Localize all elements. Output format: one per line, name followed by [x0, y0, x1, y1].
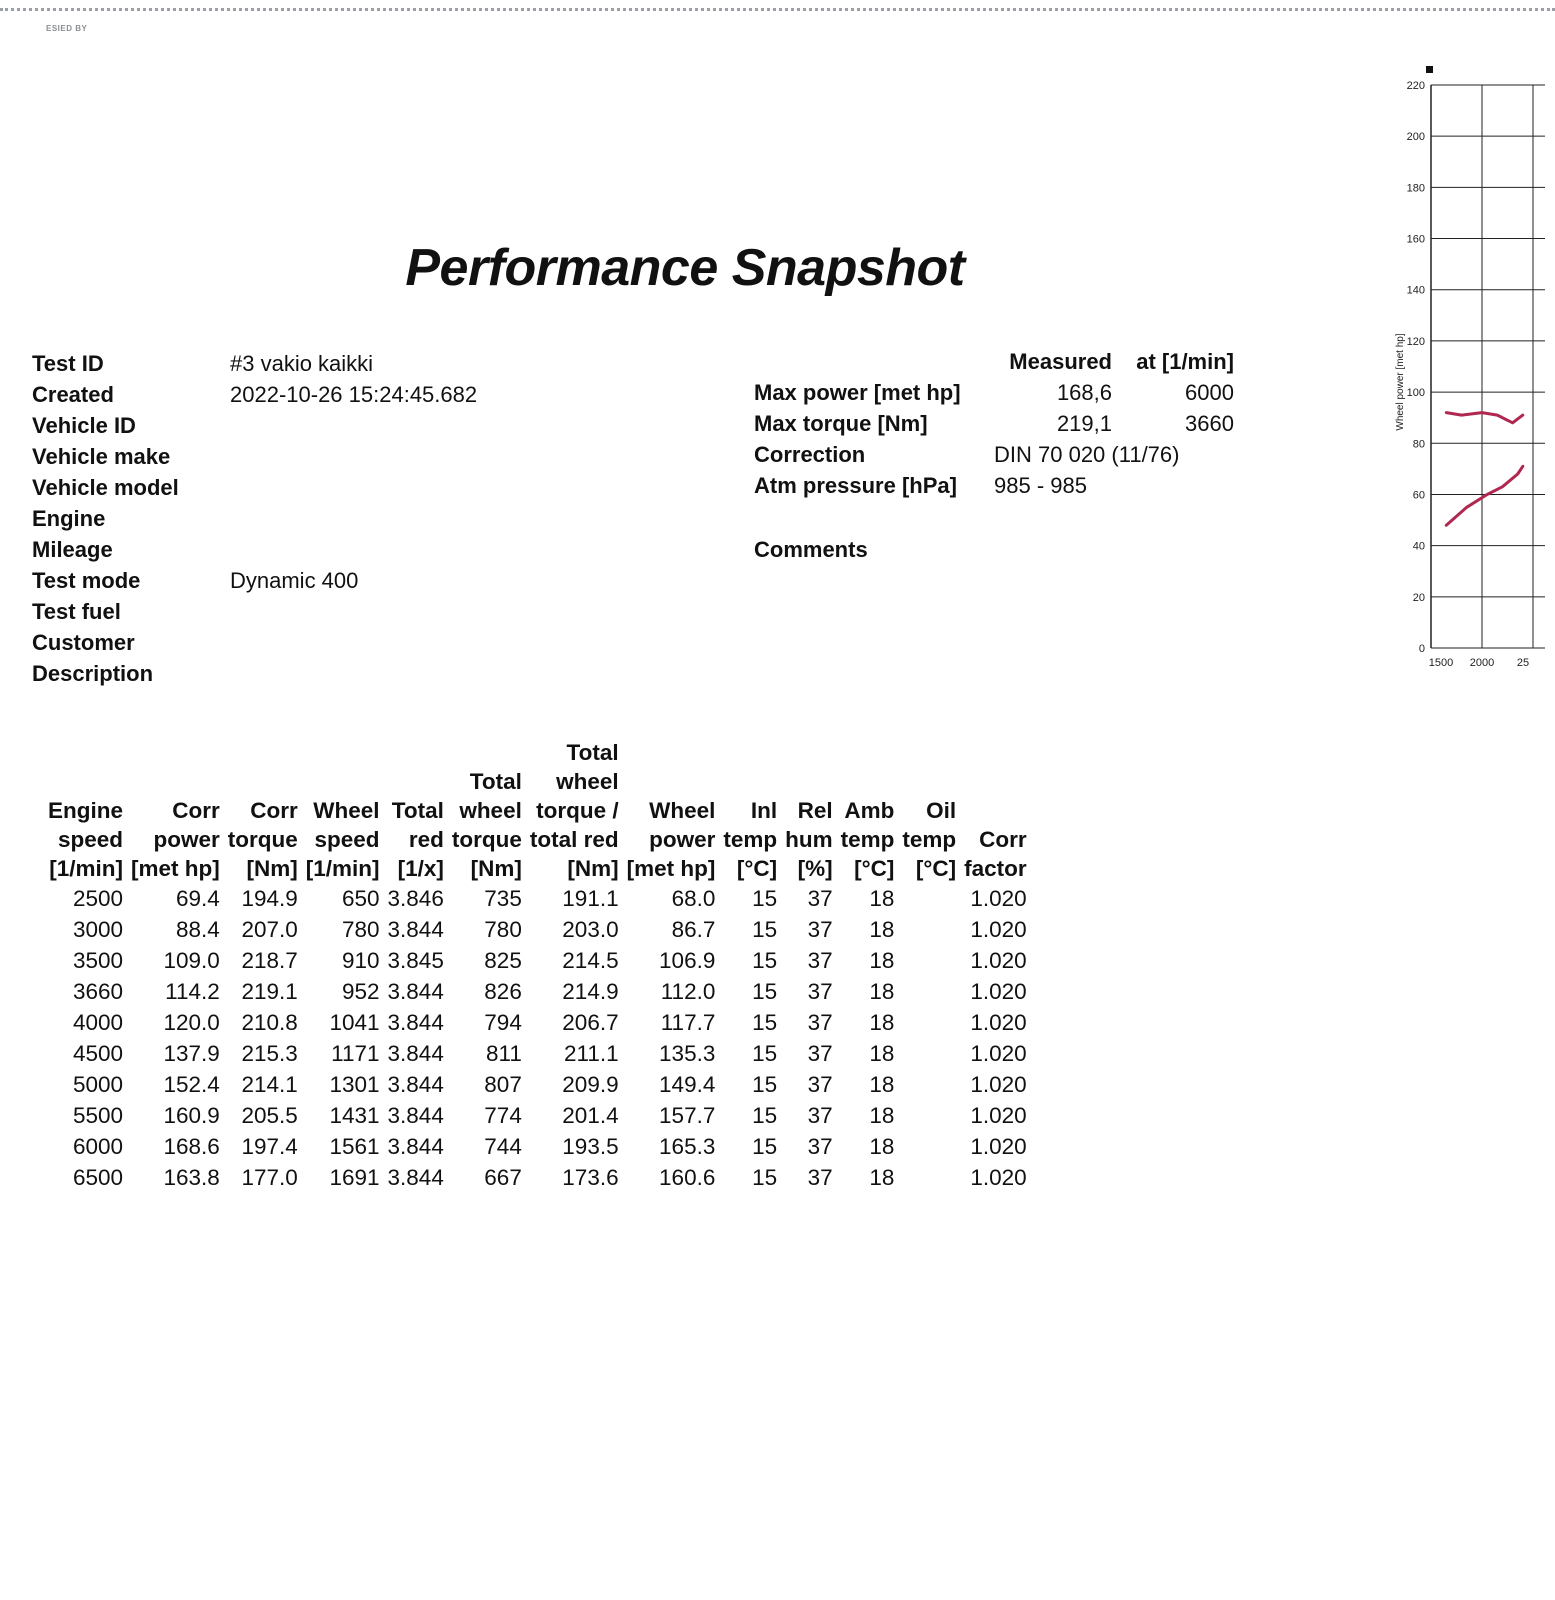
- test-info-row: [32, 627, 477, 658]
- column-header-line: hum: [785, 827, 833, 852]
- table-row: [44, 883, 1031, 914]
- max-torque-row: [754, 408, 1234, 439]
- table-cell: 163.8: [163, 1164, 220, 1190]
- test-info-row: [32, 565, 477, 596]
- table-row: [44, 945, 1031, 976]
- table-cell: 910: [341, 947, 380, 973]
- table-cell: 1171: [331, 1040, 380, 1066]
- test-info-label: Engine: [32, 505, 106, 531]
- column-header-line: total red: [529, 827, 619, 852]
- table-cell: 1.020: [970, 1009, 1027, 1035]
- column-header-line: [met hp]: [131, 856, 220, 881]
- table-cell: 3500: [72, 947, 124, 973]
- table-cell: 149.4: [659, 1071, 716, 1097]
- table-cell: 18: [869, 947, 895, 973]
- table-cell: 5000: [72, 1071, 124, 1097]
- wheel-power-chart: [1385, 60, 1545, 680]
- max-power-label: Max power [met hp]: [754, 379, 961, 405]
- column-header-line: temp: [723, 827, 778, 852]
- column-header: [384, 738, 448, 883]
- table-row: [44, 1162, 1031, 1193]
- column-header-line: power: [649, 827, 716, 852]
- table-cell: 1.020: [970, 1071, 1027, 1097]
- table-cell: 137.9: [163, 1040, 220, 1066]
- table-cell: 3.844: [387, 1102, 444, 1128]
- column-header-line: torque /: [536, 798, 619, 823]
- table-cell: [898, 1131, 960, 1162]
- column-header: [224, 738, 302, 883]
- table-cell: 88.4: [175, 916, 220, 942]
- table-row: [44, 976, 1031, 1007]
- table-cell: 826: [484, 978, 522, 1004]
- table-cell: 4500: [72, 1040, 124, 1066]
- table-cell: 106.9: [659, 947, 716, 973]
- chart-y-ticks: [1407, 80, 1425, 655]
- atm-pressure-label: Atm pressure [hPa]: [754, 472, 957, 498]
- table-cell: 780: [341, 916, 380, 942]
- page-title: Performance Snapshot: [405, 239, 965, 297]
- table-cell: 18: [869, 885, 895, 911]
- column-header: [44, 738, 127, 883]
- table-cell: 86.7: [671, 916, 716, 942]
- table-cell: 15: [752, 916, 778, 942]
- table-cell: 210.8: [241, 1009, 298, 1035]
- table-cell: 744: [484, 1133, 522, 1159]
- table-cell: 825: [484, 947, 522, 973]
- table-cell: 1.020: [970, 1133, 1027, 1159]
- table-cell: 214.1: [241, 1071, 298, 1097]
- column-header-line: Rel: [797, 798, 833, 823]
- table-cell: 214.5: [562, 947, 619, 973]
- table-cell: 135.3: [659, 1040, 716, 1066]
- table-cell: 3.844: [387, 1040, 444, 1066]
- column-header-line: [Nm]: [567, 856, 619, 881]
- chart-y-tick-label: 0: [1418, 643, 1425, 655]
- column-header-line: [%]: [797, 856, 833, 881]
- table-cell: 109.0: [163, 947, 220, 973]
- table-cell: 15: [752, 1009, 778, 1035]
- table-cell: [898, 1100, 960, 1131]
- table-cell: 735: [484, 885, 522, 911]
- table-cell: 15: [752, 1071, 778, 1097]
- table-cell: 18: [869, 1164, 895, 1190]
- table-cell: 37: [807, 978, 833, 1004]
- column-header-line: [1/x]: [397, 856, 444, 881]
- table-cell: 3.844: [387, 1009, 444, 1035]
- column-header: [302, 738, 384, 883]
- column-header-line: [met hp]: [626, 856, 716, 881]
- column-header-line: Total: [391, 798, 444, 823]
- table-cell: 18: [869, 1009, 895, 1035]
- column-header-line: Amb: [844, 798, 895, 823]
- column-header-line: [Nm]: [470, 856, 522, 881]
- table-cell: 650: [341, 885, 380, 911]
- table-cell: [898, 945, 960, 976]
- column-header-line: [1/min]: [305, 856, 380, 881]
- table-cell: 203.0: [562, 916, 619, 942]
- table-cell: 206.7: [562, 1009, 619, 1035]
- table-cell: 18: [869, 1133, 895, 1159]
- column-header-line: [°C]: [915, 856, 957, 881]
- column-header-line: speed: [57, 827, 124, 852]
- test-info-row: [32, 658, 477, 689]
- test-info-label: Vehicle model: [32, 474, 179, 500]
- test-info-row: [32, 534, 477, 565]
- table-cell: 15: [752, 978, 778, 1004]
- table-cell: 193.5: [562, 1133, 619, 1159]
- table-cell: 3.845: [387, 947, 444, 973]
- column-header-line: power: [153, 827, 220, 852]
- table-cell: 152.4: [163, 1071, 220, 1097]
- table-cell: 112.0: [660, 978, 716, 1004]
- atm-pressure-value: 985 - 985: [994, 472, 1087, 498]
- chart-series: [1446, 413, 1523, 526]
- table-cell: 37: [807, 885, 833, 911]
- chart-marker: [1426, 66, 1433, 73]
- table-cell: 120.0: [163, 1009, 220, 1035]
- table-cell: 667: [484, 1164, 522, 1190]
- test-info-row: [32, 410, 477, 441]
- chart-y-tick-label: 220: [1406, 80, 1425, 92]
- table-cell: 1.020: [970, 978, 1027, 1004]
- column-header-line: [1/min]: [49, 856, 124, 881]
- table-cell: 18: [869, 1102, 895, 1128]
- table-cell: 211.1: [563, 1040, 619, 1066]
- column-header: [448, 738, 526, 883]
- table-row: [44, 1038, 1031, 1069]
- column-header-line: Corr: [250, 798, 298, 823]
- column-header-line: Engine: [48, 798, 124, 823]
- table-cell: 15: [752, 1102, 778, 1128]
- test-info-label: Vehicle make: [32, 443, 171, 469]
- max-torque-rpm: 3660: [1185, 410, 1234, 436]
- table-cell: 18: [869, 916, 895, 942]
- table-cell: 774: [484, 1102, 522, 1128]
- table-cell: 2500: [72, 885, 124, 911]
- chart-x-tick-label: 2000: [1469, 657, 1495, 669]
- column-header: [526, 738, 623, 883]
- table-cell: [898, 914, 960, 945]
- chart-y-tick-label: 140: [1406, 284, 1425, 297]
- table-cell: 4000: [72, 1009, 124, 1035]
- table-cell: 952: [341, 978, 380, 1004]
- chart-y-tick-label: 20: [1412, 591, 1425, 604]
- table-row: [44, 1007, 1031, 1038]
- chart-y-tick-label: 80: [1412, 438, 1425, 451]
- test-info-label: Test fuel: [32, 598, 121, 624]
- table-cell: 1.020: [970, 947, 1027, 973]
- test-info-row: [32, 348, 477, 379]
- table-cell: 3660: [72, 978, 124, 1004]
- column-header-line: Oil: [926, 798, 957, 823]
- table-cell: 157.7: [659, 1102, 716, 1128]
- atm-pressure-row: [754, 470, 1234, 501]
- table-cell: 3.844: [387, 1164, 444, 1190]
- correction-row: [754, 439, 1234, 470]
- table-cell: 18: [869, 978, 895, 1004]
- table-cell: 1301: [329, 1071, 380, 1097]
- test-info-label: Mileage: [32, 536, 113, 562]
- correction-label: Correction: [754, 441, 866, 467]
- test-info-label: Test mode: [32, 567, 141, 593]
- table-cell: 207.0: [241, 916, 298, 942]
- table-cell: 37: [807, 1040, 833, 1066]
- table-cell: [898, 883, 960, 914]
- results-table: [44, 738, 1031, 1193]
- column-header-line: temp: [902, 827, 957, 852]
- table-cell: 37: [807, 1009, 833, 1035]
- table-cell: 1.020: [970, 916, 1027, 942]
- table-cell: 168.6: [163, 1133, 220, 1159]
- measured-header-row: [754, 346, 1234, 377]
- column-header: [960, 738, 1031, 883]
- table-cell: [898, 1162, 960, 1193]
- table-cell: 1.020: [970, 885, 1027, 911]
- table-cell: 3000: [72, 916, 124, 942]
- test-info-value: 2022-10-26 15:24:45.682: [230, 381, 478, 407]
- table-cell: 6500: [72, 1164, 124, 1190]
- chart-y-tick-label: 180: [1406, 182, 1425, 195]
- test-info-label: Description: [32, 660, 154, 686]
- chart-x-ticks: [1429, 657, 1529, 669]
- chart-x-tick-label: 25: [1516, 657, 1530, 669]
- chart-y-axis-label: Wheel power [met hp]: [1395, 333, 1406, 431]
- table-cell: 37: [807, 947, 833, 973]
- test-info-row: [32, 379, 477, 410]
- table-cell: 114.2: [165, 978, 220, 1004]
- table-cell: 15: [752, 885, 778, 911]
- table-cell: [898, 1038, 960, 1069]
- max-torque-value: 219,1: [1056, 410, 1112, 436]
- max-power-rpm: 6000: [1185, 379, 1234, 405]
- column-header-line: [°C]: [736, 856, 778, 881]
- table-cell: 1.020: [970, 1102, 1027, 1128]
- max-power-value: 168,6: [1056, 379, 1112, 405]
- test-info-label: Test ID: [32, 350, 104, 376]
- column-header-line: Inl: [750, 798, 778, 823]
- paper-perforation: [0, 8, 1555, 11]
- table-cell: [898, 976, 960, 1007]
- table-cell: 18: [869, 1040, 895, 1066]
- test-info-row: [32, 596, 477, 627]
- measured-block: [754, 346, 1234, 501]
- table-cell: 205.5: [241, 1102, 298, 1128]
- column-header: [719, 738, 781, 883]
- table-cell: 15: [752, 1164, 778, 1190]
- chart-y-tick-label: 60: [1412, 489, 1425, 502]
- column-header-line: Corr: [172, 798, 220, 823]
- table-cell: 37: [807, 916, 833, 942]
- table-cell: 15: [752, 1133, 778, 1159]
- table-cell: 37: [807, 1071, 833, 1097]
- table-cell: [898, 1069, 960, 1100]
- table-cell: 197.4: [241, 1133, 298, 1159]
- column-header: [127, 738, 224, 883]
- test-info-value: #3 vakio kaikki: [230, 350, 374, 376]
- table-cell: 37: [807, 1102, 833, 1128]
- table-cell: 160.6: [659, 1164, 716, 1190]
- chart-grid: [1431, 85, 1545, 648]
- table-cell: 1691: [329, 1164, 380, 1190]
- column-header-line: torque: [451, 827, 522, 852]
- column-header: [623, 738, 720, 883]
- table-row: [44, 914, 1031, 945]
- table-cell: 1.020: [970, 1164, 1027, 1190]
- table-cell: 15: [752, 1040, 778, 1066]
- column-header-line: Corr: [979, 827, 1027, 852]
- column-header-line: Wheel: [649, 798, 716, 823]
- table-cell: 37: [807, 1133, 833, 1159]
- column-header: [898, 738, 960, 883]
- table-cell: 209.9: [562, 1071, 619, 1097]
- chart-y-tick-label: 160: [1406, 233, 1425, 246]
- table-cell: 3.844: [387, 1133, 444, 1159]
- table-cell: 201.4: [562, 1102, 619, 1128]
- table-cell: 5500: [72, 1102, 124, 1128]
- table-cell: 3.844: [387, 916, 444, 942]
- table-cell: 807: [484, 1071, 522, 1097]
- column-header-line: [Nm]: [246, 856, 298, 881]
- column-header-line: torque: [227, 827, 298, 852]
- table-cell: 794: [484, 1009, 522, 1035]
- table-cell: 191.1: [562, 885, 619, 911]
- table-cell: 177.0: [241, 1164, 298, 1190]
- column-header-line: Wheel: [313, 798, 380, 823]
- comments-label: Comments: [754, 537, 868, 562]
- column-header-line: Total: [469, 769, 522, 794]
- table-cell: 69.4: [175, 885, 220, 911]
- test-info-label: Created: [32, 381, 114, 407]
- table-cell: 165.3: [659, 1133, 716, 1159]
- table-cell: 3.846: [387, 885, 444, 911]
- table-cell: 15: [752, 947, 778, 973]
- test-info-label: Vehicle ID: [32, 412, 136, 438]
- table-cell: 214.9: [562, 978, 619, 1004]
- test-info-row: [32, 472, 477, 503]
- table-cell: 194.9: [241, 885, 298, 911]
- correction-value: DIN 70 020 (11/76): [994, 441, 1180, 467]
- table-cell: 1041: [329, 1009, 380, 1035]
- table-cell: 6000: [72, 1133, 124, 1159]
- table-cell: 811: [485, 1040, 522, 1066]
- table-row: [44, 1131, 1031, 1162]
- column-header-line: wheel: [459, 798, 522, 823]
- table-cell: 173.6: [562, 1164, 619, 1190]
- column-header-line: factor: [964, 856, 1027, 881]
- test-info-value: Dynamic 400: [230, 567, 359, 593]
- chart-x-tick-label: 1500: [1428, 657, 1454, 669]
- at-rpm-column-header: at [1/min]: [1136, 348, 1234, 374]
- chart-y-tick-label: 100: [1406, 387, 1425, 400]
- chart-series-line: [1446, 413, 1523, 423]
- table-cell: 218.7: [241, 947, 298, 973]
- max-power-row: [754, 377, 1234, 408]
- table-row: [44, 1100, 1031, 1131]
- chart-y-tick-label: 200: [1406, 131, 1425, 144]
- table-cell: 219.1: [241, 978, 298, 1004]
- column-header-line: [°C]: [854, 856, 895, 881]
- column-header: [837, 738, 899, 883]
- table-cell: 215.3: [241, 1040, 298, 1066]
- table-cell: 1561: [329, 1133, 380, 1159]
- column-header-line: speed: [314, 827, 380, 852]
- max-torque-label: Max torque [Nm]: [754, 410, 928, 436]
- test-info-block: [32, 348, 477, 689]
- test-info-row: [32, 503, 477, 534]
- table-header-row: [44, 738, 1031, 883]
- table-cell: 18: [869, 1071, 895, 1097]
- table-cell: 1.020: [970, 1040, 1027, 1066]
- chart-series-line: [1446, 466, 1523, 525]
- table-cell: 780: [484, 916, 522, 942]
- fine-print: ESIED BY: [46, 24, 88, 33]
- column-header-line: wheel: [556, 769, 619, 794]
- column-header-line: Total: [566, 740, 619, 765]
- table-cell: 1431: [329, 1102, 380, 1128]
- column-header-line: temp: [840, 827, 895, 852]
- table-cell: 3.844: [387, 1071, 444, 1097]
- table-cell: 37: [807, 1164, 833, 1190]
- table-cell: 160.9: [163, 1102, 220, 1128]
- column-header: [781, 738, 837, 883]
- measured-column-header: Measured: [1009, 348, 1112, 374]
- table-cell: 3.844: [387, 978, 444, 1004]
- table-cell: 68.0: [671, 885, 716, 911]
- table-cell: 117.7: [660, 1009, 716, 1035]
- test-info-row: [32, 441, 477, 472]
- table-cell: [898, 1007, 960, 1038]
- test-info-label: Customer: [32, 629, 135, 655]
- chart-y-tick-label: 120: [1406, 335, 1425, 348]
- table-row: [44, 1069, 1031, 1100]
- column-header-line: red: [408, 827, 444, 852]
- chart-y-tick-label: 40: [1412, 540, 1425, 553]
